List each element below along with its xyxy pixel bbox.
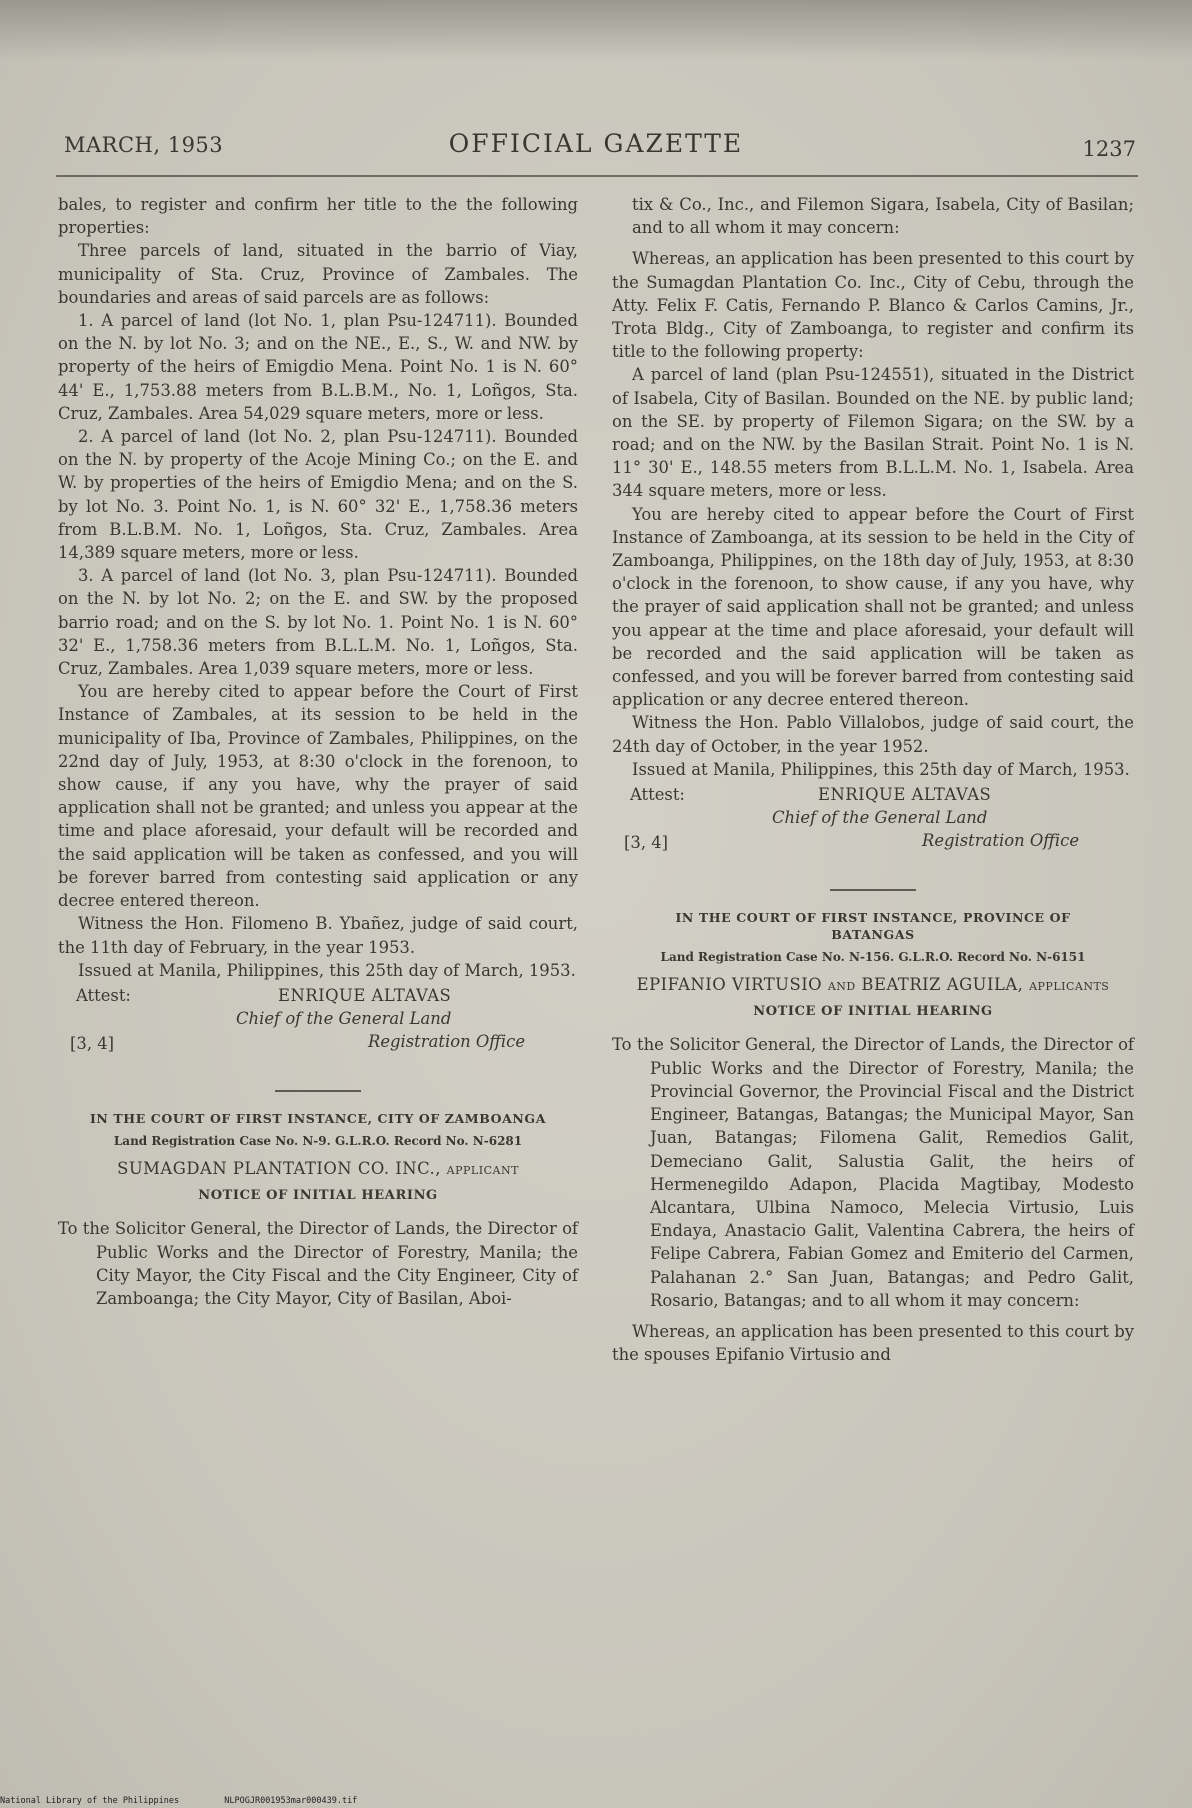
issue-reference: [3, 4]: [70, 1033, 115, 1053]
paragraph: bales, to register and confirm her title to the the following properties:: [58, 195, 578, 238]
applicant-line: SUMAGDAN PLANTATION CO. INC., applicant: [117, 1158, 519, 1178]
whereas-paragraph: Whereas, an application has been presented to this court by the spouses Epifanio Virtusio and: [612, 1321, 1134, 1365]
issued-paragraph: Issued at Manila, Philippines, this 25th day of March, 1953.: [78, 960, 576, 980]
notice-title: NOTICE OF INITIAL HEARING: [198, 1188, 438, 1204]
issue-reference: [3, 4]: [624, 833, 669, 853]
witness-paragraph: Witness the Hon. Pablo Villalobos, judge of said court, the 24th day of October, in the year 1952.: [612, 713, 1134, 756]
parcel-description: 1. A parcel of land (lot No. 1, plan Psu-124711). Bounded on the N. by lot No. 3; and on the NE., E., S., W. and NW. by property of the heirs of Emigdio Mena. Point No. 1 is N. 60° 44' E., 1,753.88 meters from B.L.B.M., No. 1, Loñgos, Sta. Cruz, Zambales. Area 54,029 square meters, more or less.: [58, 311, 578, 423]
signatory-office: Registration Office: [922, 831, 1080, 851]
scan-footer: [0, 1796, 397, 1806]
addressee-paragraph: To the Solicitor General, the Director of Lands, the Director of Public Works and the Director of Forestry, Manila; the Provincial Governor, the Provincial Fiscal and the District Engineer, Batangas, Batangas; the Municipal Mayor, San Juan, Batangas; Filomena Galit, Remedios Galit, Demeciano Galit, Salustia Galit, the heirs of Hermenegildo Adapon, Placida Magtibay, Modesto Alcantara, Ulbina Namoco, Melecia Virtusio, Luis Endaya, Anastacio Galit, Valentina Cabrera, the heirs of Felipe Cabrera, Fabian Gomez and Emiterio del Carmen, Palahanan 2.° San Juan, Batangas; and Pedro Galit, Rosario, Batangas; and to all whom it may concern:: [612, 1035, 1134, 1310]
parcel-description: 2. A parcel of land (lot No. 2, plan Psu-124711). Bounded on the N. by property of the Acoje Mining Co.; on the E. and W. by properties of the heirs of Emigdio Mena; and on the S. by lot No. 3. Point No. 1, is N. 60° 32' E., 1,758.36 meters from B.L.B.M. No. 1, Loñgos, Sta. Cruz, Zambales. Area 14,389 square meters, more or less.: [58, 427, 578, 563]
signatory-name: ENRIQUE ALTAVAS: [818, 785, 992, 805]
left-column: [58, 193, 578, 1310]
witness-paragraph: Witness the Hon. Filomeno B. Ybañez, judge of said court, the 11th day of February, in the year 1953.: [58, 914, 578, 957]
case-number: Land Registration Case No. N-156. G.L.R.O. Record No. N-6151: [660, 950, 1086, 965]
section-separator: [830, 889, 916, 891]
header-date: MARCH, 1953: [64, 133, 224, 157]
citation-paragraph: You are hereby cited to appear before the Court of First Instance of Zamboanga, at its session to be held in the City of Zamboanga, Philippines, on the 18th day of July, 1953, at 8:30 o'clock in the forenoon, to show cause, if any you have, why the prayer of said application shall not be granted; and unless you appear at the time and place aforesaid, your default will be recorded and the said application will be taken as confessed, and you will be forever barred from contesting said application or any decree entered thereon.: [612, 504, 1134, 710]
addressee-paragraph: To the Solicitor General, the Director of Lands, the Director of Public Works and the Director of Forestry, Manila; the City Mayor, the City Fiscal and the City Engineer, City of Zamboanga; the City Mayor, City of Basilan, Aboi-: [58, 1219, 578, 1308]
header-publication-title: OFFICIAL GAZETTE: [448, 129, 744, 158]
addressee-continuation: tix & Co., Inc., and Filemon Sigara, Isabela, City of Basilan; and to all whom it may concern:: [632, 195, 1134, 238]
right-column: [612, 193, 1134, 1366]
signature-block: [58, 984, 578, 1076]
header-page-number: 1237: [1082, 137, 1136, 161]
file-name: NLPOGJR001953mar000439.tif: [224, 1796, 358, 1806]
court-heading: IN THE COURT OF FIRST INSTANCE, PROVINCE OF BATANGAS: [675, 910, 1071, 943]
signatory-title: Chief of the General Land: [772, 808, 988, 828]
library-credit: National Library of the Philippines: [0, 1796, 180, 1806]
attest-label: Attest:: [630, 785, 685, 805]
applicant-line: EPIFANIO VIRTUSIO and BEATRIZ AGUILA, applicants: [636, 975, 1110, 995]
header-rule: [56, 175, 1138, 177]
parcel-description: 3. A parcel of land (lot No. 3, plan Psu-124711). Bounded on the N. by lot No. 2; on the E. and SW. by the proposed barrio road; and on the S. by lot No. 1. Point No. 1 is N. 60° 32' E., 1,758.36 meters from B.L.L.M. No. 1, Loñgos, Sta. Cruz, Zambales. Area 1,039 square meters, more or less.: [58, 566, 578, 679]
signatory-title: Chief of the General Land: [236, 1008, 452, 1028]
case-number: Land Registration Case No. N-9. G.L.R.O. Record No. N-6281: [113, 1133, 523, 1148]
page-header: [56, 129, 1136, 169]
issued-paragraph: Issued at Manila, Philippines, this 25th day of March, 1953.: [632, 759, 1130, 779]
notice-title: NOTICE OF INITIAL HEARING: [753, 1004, 993, 1020]
signatory-office: Registration Office: [368, 1031, 526, 1051]
whereas-paragraph: Whereas, an application has been presented to this court by the Sumagdan Plantation Co. Inc., City of Cebu, through the Atty. Felix F. Catis, Fernando P. Blanco & Carlos Camins, Jr., Trota Bldg., City of Zamboanga, to register and confirm its title to the following property:: [612, 249, 1134, 362]
parcel-description: A parcel of land (plan Psu-124551), situated in the District of Isabela, City of Basilan. Bounded on the NE. by public land; on the SE. by property of Filemon Sigara; on the SW. by a road; and on the NW. by the Basilan Strait. Point No. 1 is N. 11° 30' E., 148.55 meters from B.L.L.M. No. 1, Isabela. Area 344 square meters, more or less.: [612, 365, 1134, 501]
section-separator: [275, 1090, 361, 1092]
scan-shadow: [0, 0, 1192, 60]
signatory-name: ENRIQUE ALTAVAS: [278, 985, 452, 1005]
court-heading: IN THE COURT OF FIRST INSTANCE, CITY OF ZAMBOANGA: [89, 1110, 547, 1126]
attest-label: Attest:: [76, 985, 131, 1005]
signature-block: [612, 783, 1134, 875]
paragraph: Three parcels of land, situated in the barrio of Viay, municipality of Sta. Cruz, Province of Zambales. The boundaries and areas of said parcels are as follows:: [58, 241, 578, 307]
citation-paragraph: You are hereby cited to appear before the Court of First Instance of Zambales, at its session to be held in the municipality of Iba, Province of Zambales, Philippines, on the 22nd day of July, 1953, at 8:30 o'clock in the forenoon, to show cause, if any you have, why the prayer of said application shall not be granted; and unless you appear at the time and place aforesaid, your default will be recorded and the said application will be taken as confessed, and you will be forever barred from contesting said application or any decree entered thereon.: [58, 682, 578, 911]
